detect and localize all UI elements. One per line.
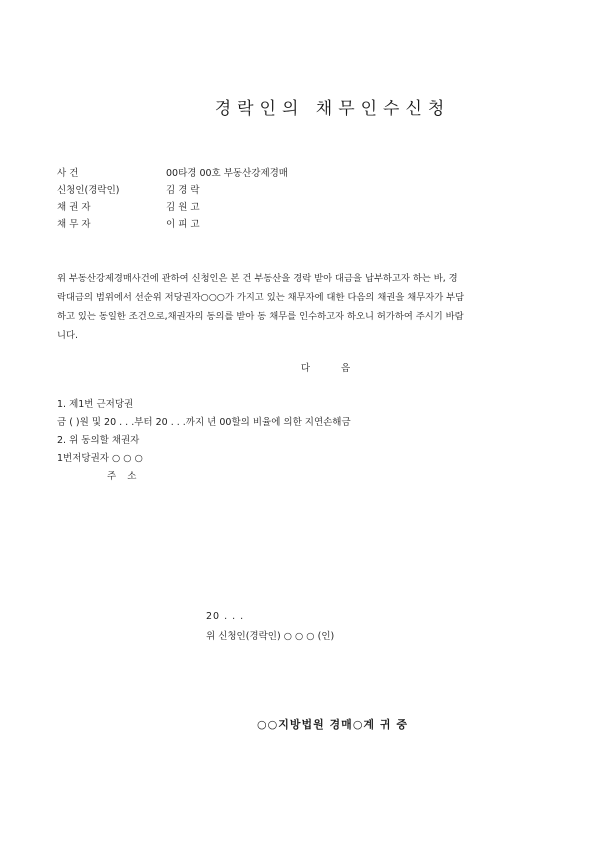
- address-label: 주 소: [107, 471, 141, 482]
- document-title: 경락인의 채무인수신청: [214, 99, 451, 119]
- body-line: 니다.: [57, 330, 78, 341]
- case-value: 00타경 00호 부동산강제경매: [166, 168, 288, 179]
- body-paragraph: [57, 269, 520, 345]
- case-label: 사 건: [57, 168, 79, 179]
- creditor-label: 채 권 자: [57, 202, 91, 213]
- date-line: 20 . . .: [206, 611, 245, 622]
- item-line: 금 ( )원 및 20 . . .부터 20 . . .까지 년 00할의 비율에 의한 지연손해금: [57, 417, 351, 428]
- section-heading: 다 음: [300, 363, 365, 374]
- court-addressee: ○○지방법원 경매○계 귀 중: [257, 718, 408, 731]
- applicant-signature-line: 위 신청인(경락인) ○ ○ ○ (인): [206, 631, 335, 642]
- item-line: 1번저당권자 ○ ○ ○: [57, 453, 143, 464]
- body-line: 락대금의 범위에서 선순위 저당권자○○○가 가지고 있는 채무자에 대한 다음의 채권을 채무자가 부담: [57, 292, 465, 303]
- body-line: 하고 있는 동일한 조건으로,채권자의 동의를 받아 동 채무를 인수하고자 하오니 허가하여 주시기 바람: [57, 311, 464, 322]
- applicant-label: 신청인(경락인): [57, 185, 120, 196]
- creditor-value: 김 원 고: [166, 202, 200, 213]
- body-line: 위 부동산강제경매사건에 관하여 신청인은 본 건 부동산을 경락 받아 대금을 납부하고자 하는 바, 경: [57, 273, 458, 284]
- item-line: 1. 제1번 근저당권: [57, 399, 134, 410]
- debtor-label: 채 무 자: [57, 219, 91, 230]
- debtor-value: 이 피 고: [166, 219, 200, 230]
- item-line: 2. 위 동의할 채권자: [57, 435, 140, 446]
- applicant-value: 김 경 락: [166, 185, 200, 196]
